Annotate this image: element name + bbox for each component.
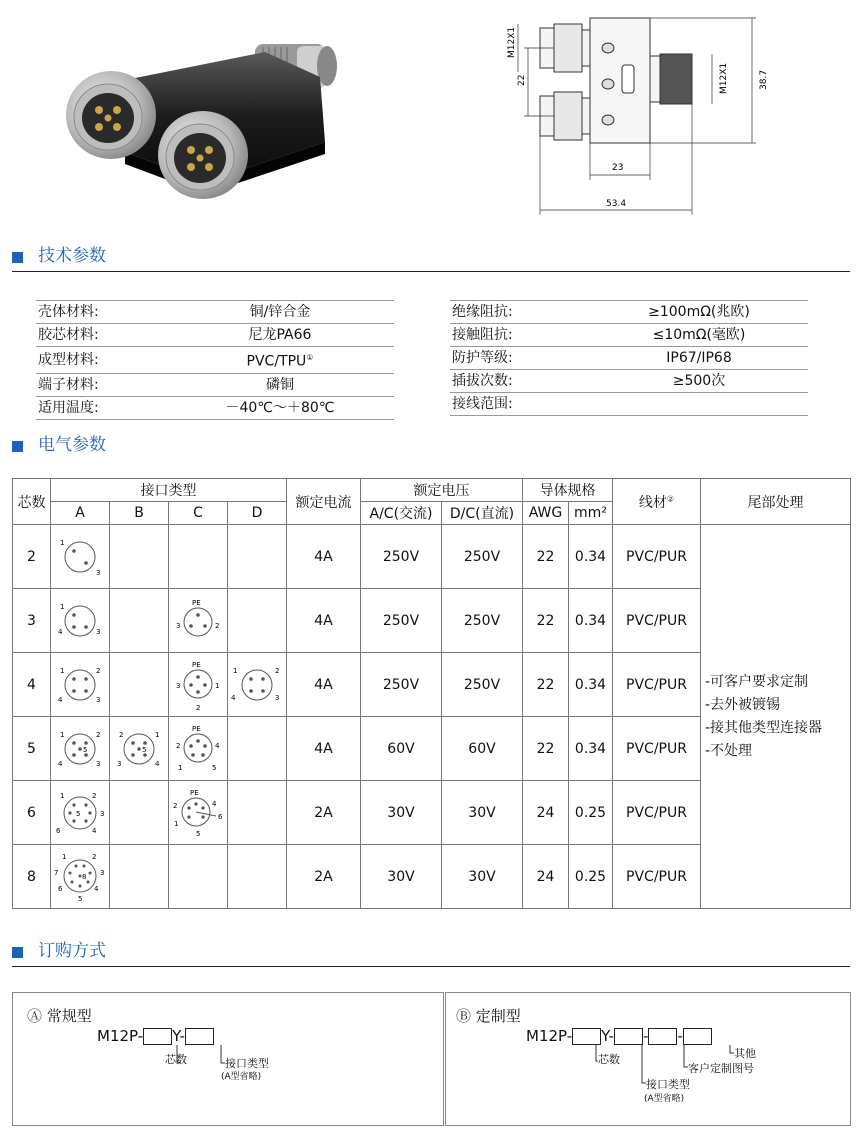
svg-text:1: 1 [215, 681, 220, 690]
pinout-4c [169, 653, 228, 717]
table-row: 插拔次数: ≥500次 [450, 370, 808, 393]
svg-text:5: 5 [83, 745, 88, 754]
table-row: 适用温度: －40℃～＋80℃ [36, 396, 394, 419]
header-dc: D/C(直流) [442, 502, 523, 525]
table-row: 4 1 2 4 3 PE 3 1 2 1 2 4 3 4A 250V 250V 22 0.34 PVC/PUR [13, 653, 851, 717]
pinout-2a [51, 525, 110, 589]
svg-text:4: 4 [212, 799, 217, 808]
table-row: 2 1 3 4A 250V 250V 22 0.34 PVC/PUR -可客户要求定制 -去外被镀锡 -接其他类型连接器 -不处理 [13, 525, 851, 589]
svg-text:2: 2 [92, 852, 97, 861]
product-photo [55, 22, 360, 212]
header-mm2: mm² [569, 502, 613, 525]
dim-label: 22 [517, 74, 527, 86]
svg-text:5: 5 [142, 745, 147, 754]
header-voltage: 额定电压 [361, 479, 523, 502]
svg-text:4: 4 [215, 741, 220, 750]
svg-text:3: 3 [100, 809, 105, 818]
svg-text:5: 5 [196, 829, 201, 838]
header-b: B [110, 502, 169, 525]
dim-label: M12X1 [719, 62, 729, 94]
order-b-other-label: 其他 [734, 1047, 756, 1060]
svg-text:4: 4 [58, 627, 63, 636]
svg-text:3: 3 [96, 759, 101, 768]
svg-text:PE: PE [190, 788, 199, 797]
order-b-cores-label: 芯数 [598, 1053, 620, 1066]
pinout-6a [51, 781, 110, 845]
circle-a-icon: Ⓐ [27, 1007, 43, 1025]
svg-text:1: 1 [60, 602, 65, 611]
tail-options: -可客户要求定制 -去外被镀锡 -接其他类型连接器 -不处理 [701, 525, 851, 909]
svg-text:4: 4 [58, 695, 63, 704]
table-row: 壳体材料: 铜/锌合金 [36, 301, 394, 324]
svg-text:1: 1 [178, 763, 183, 772]
dim-label: 53.4 [606, 199, 627, 209]
header-current: 额定电流 [287, 479, 361, 525]
order-b-iface-note: (A型省略) [644, 1094, 685, 1104]
section-marker [12, 947, 23, 958]
svg-text:2: 2 [215, 621, 220, 630]
circle-b-icon: Ⓑ [456, 1007, 472, 1025]
pinout-5c [169, 717, 228, 781]
svg-text:2: 2 [275, 666, 280, 675]
svg-text:3: 3 [96, 627, 101, 636]
svg-text:1: 1 [155, 730, 160, 739]
section-header-order [12, 940, 850, 967]
svg-text:2: 2 [119, 730, 124, 739]
svg-text:1: 1 [233, 666, 238, 675]
table-row: 胶芯材料: 尼龙PA66 [36, 324, 394, 347]
header-c: C [169, 502, 228, 525]
header-tail: 尾部处理 [701, 479, 851, 525]
header-interface: 接口类型 [51, 479, 287, 502]
dim-label: 23 [612, 163, 624, 173]
svg-text:1: 1 [60, 538, 65, 547]
svg-text:PE: PE [192, 660, 201, 669]
table-row: 3 1 4 3 PE 3 2 4A 250V 250V 22 0.34 PVC/PUR [13, 589, 851, 653]
svg-text:1: 1 [60, 666, 65, 675]
table-row: 接线范围: [450, 393, 808, 416]
pinout-3a [51, 589, 110, 653]
svg-text:PE: PE [192, 724, 201, 733]
svg-text:1: 1 [174, 819, 179, 828]
svg-text:PE: PE [192, 598, 201, 607]
tech-spec-left [36, 300, 394, 420]
table-row: 端子材料: 磷铜 [36, 373, 394, 396]
svg-text:3: 3 [176, 681, 181, 690]
order-a-title: 常规型 [46, 1007, 92, 1025]
svg-text:6: 6 [218, 812, 223, 821]
pinout-5b [110, 717, 169, 781]
pinout-4d [228, 653, 287, 717]
svg-text:4: 4 [231, 693, 236, 702]
section-title: 订购方式 [38, 941, 106, 961]
electrical-table [12, 478, 851, 909]
svg-text:1: 1 [60, 791, 65, 800]
order-b-custom-label: 客户定制图号 [688, 1062, 754, 1075]
svg-text:4: 4 [58, 759, 63, 768]
svg-text:6: 6 [58, 884, 63, 893]
svg-text:2: 2 [96, 666, 101, 675]
svg-text:6: 6 [56, 826, 61, 835]
order-a-cores-label: 芯数 [165, 1053, 187, 1066]
order-custom: Ⓑ 定制型 M12P- Y- - - 芯数 接口类型 (A型省略) 客户定制图号 其他 [445, 992, 851, 1126]
svg-text:3: 3 [100, 868, 105, 877]
svg-text:3: 3 [96, 568, 101, 577]
header-conductor: 导体规格 [523, 479, 613, 502]
svg-text:2: 2 [173, 801, 178, 810]
order-a-iface-note: (A型省略) [221, 1072, 262, 1082]
header-cores: 芯数 [13, 479, 51, 525]
tech-spec-right [450, 300, 808, 416]
section-title: 技术参数 [38, 246, 106, 266]
dimension-drawing [490, 10, 790, 225]
pinout-8a [51, 845, 110, 909]
svg-text:2: 2 [196, 703, 201, 712]
order-a-iface-label: 接口类型 [225, 1057, 269, 1070]
order-b-iface-label: 接口类型 [646, 1078, 690, 1091]
header-d: D [228, 502, 287, 525]
table-row: 绝缘阻抗: ≥100mΩ(兆欧) [450, 301, 808, 324]
svg-text:2: 2 [96, 730, 101, 739]
header-ac: A/C(交流) [361, 502, 442, 525]
svg-text:3: 3 [176, 621, 181, 630]
order-b-leaders [446, 993, 850, 1125]
svg-text:2: 2 [92, 791, 97, 800]
svg-text:3: 3 [117, 759, 122, 768]
table-row: 防护等级: IP67/IP68 [450, 347, 808, 370]
svg-text:3: 3 [96, 695, 101, 704]
header-awg: AWG [523, 502, 569, 525]
svg-text:2: 2 [176, 741, 181, 750]
pinout-4a [51, 653, 110, 717]
svg-text:4: 4 [94, 884, 99, 893]
svg-text:7: 7 [54, 868, 59, 877]
table-row: 8 1 2 3 4 5 6 7 8 2A 30V 30V 24 0.25 PVC/PUR [13, 845, 851, 909]
table-row: 6 1 2 3 4 6 5 PE 2 4 6 1 5 2A 30V 30V 24 0.25 PVC/PUR [13, 781, 851, 845]
order-standard: Ⓐ 常规型 M12P- Y- 芯数 接口类型 (A型省略) [12, 992, 444, 1126]
table-row: 接触阻抗: ≤10mΩ(毫欧) [450, 324, 808, 347]
pinout-3c [169, 589, 228, 653]
svg-text:5: 5 [78, 894, 83, 903]
order-a-prefix: M12P- [97, 1027, 144, 1045]
svg-text:8: 8 [82, 872, 87, 881]
svg-text:4: 4 [155, 759, 160, 768]
svg-text:3: 3 [275, 693, 280, 702]
pinout-6c [169, 781, 228, 845]
header-a: A [51, 502, 110, 525]
svg-text:5: 5 [212, 763, 217, 772]
section-header-tech [12, 245, 850, 272]
svg-text:1: 1 [62, 852, 67, 861]
table-row: 成型材料: PVC/TPU① [36, 347, 394, 374]
table-row: 5 1 2 4 3 5 2 1 3 4 5 PE 2 4 1 5 4A 60V 60V 22 0.34 PVC/PUR [13, 717, 851, 781]
order-b-title: 定制型 [475, 1007, 521, 1025]
section-title: 电气参数 [38, 435, 106, 455]
svg-text:4: 4 [92, 826, 97, 835]
dim-label: M12X1 [507, 26, 517, 58]
section-marker [12, 252, 23, 263]
section-header-elec [12, 434, 850, 460]
svg-text:1: 1 [60, 730, 65, 739]
pinout-5a [51, 717, 110, 781]
header-wire: 线材② [613, 479, 701, 525]
svg-text:5: 5 [76, 809, 81, 818]
dim-label: 38.7 [759, 69, 769, 90]
section-marker [12, 441, 23, 452]
